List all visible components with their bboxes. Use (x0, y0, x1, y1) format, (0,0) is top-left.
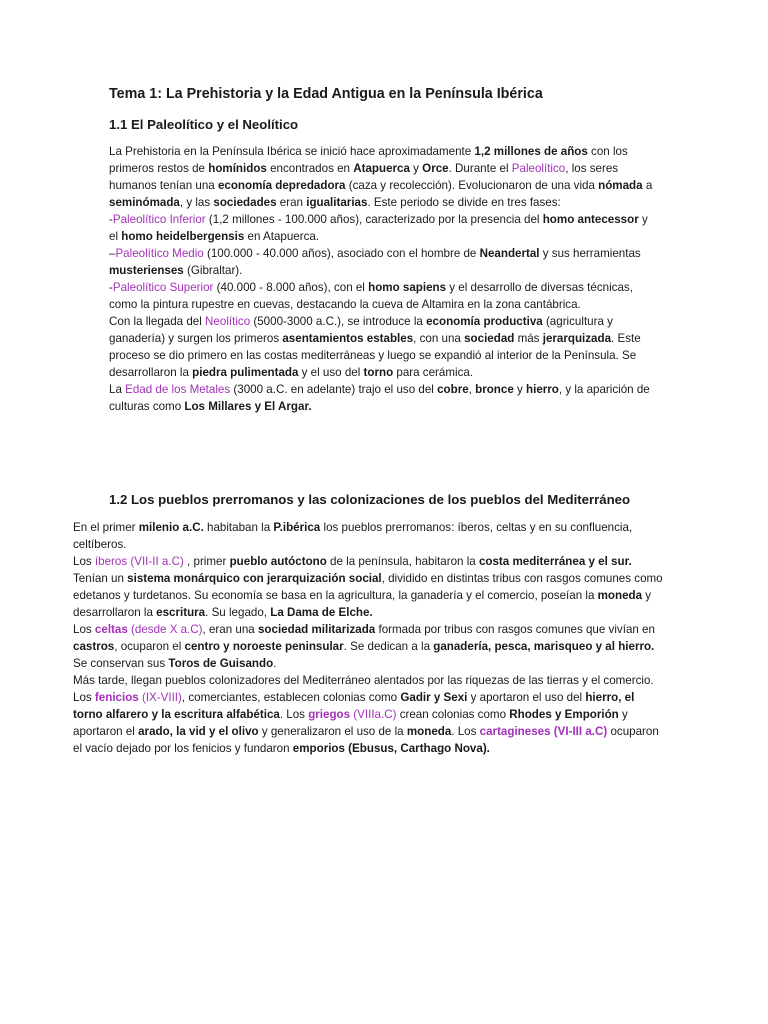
bold-text: asentamientos estables (282, 332, 414, 345)
bold-text: hierro (526, 383, 559, 396)
paragraph (109, 245, 654, 279)
bold-text: economía productiva (426, 315, 543, 328)
bold-text: Rhodes y Emporión (509, 708, 619, 721)
highlight-term: Paleolítico Medio (115, 247, 204, 260)
bold-text: musterienses (109, 264, 184, 277)
paragraph (109, 313, 654, 381)
bold-text: Toros de Guisando (168, 657, 274, 670)
section-heading-paleolitico: 1.1 El Paleolítico y el Neolítico (109, 117, 299, 132)
text-span: . Durante el (448, 162, 512, 175)
bold-text: sociedades (213, 196, 277, 209)
text-span: . Los (279, 708, 309, 721)
section-heading-pueblos: 1.2 Los pueblos prerromanos y las colonizaciones de los pueblos del Mediterráneo (109, 492, 631, 507)
bold-text: milenio a.C. (138, 521, 204, 534)
highlight-date: (IX-VIII) (138, 691, 182, 704)
text-span: con los primeros restos de (109, 145, 628, 175)
bold-text: economía depredadora (217, 179, 346, 192)
text-span: y aportaron el (73, 708, 628, 738)
text-span: (caza y recolección). Evolucionaron de una vida (345, 179, 599, 192)
highlight-term: Edad de los Metales (125, 383, 231, 396)
text-span: crean colonias como (396, 708, 510, 721)
text-span: Los (73, 555, 95, 568)
paragraph (109, 211, 654, 245)
text-span: (40.000 - 8.000 años), con el (213, 281, 369, 294)
text-span: Se conservan sus (73, 657, 169, 670)
text-span: . Se dedican a la (343, 640, 434, 653)
bold-text: Orce (422, 162, 449, 175)
bold-text: bronce (475, 383, 514, 396)
highlight-term: íberos (VII-II a.C) (94, 555, 184, 568)
paragraph (109, 279, 654, 313)
text-span: y (409, 162, 423, 175)
bold-text: sistema monárquico con jerarquización social (127, 572, 382, 585)
bold-text: nómada (598, 179, 643, 192)
text-span: , dividido en distintas tribus con rasgos comunes como edetanos y turdetanos. Su economía se basa en la agricultura, la ganadería y el comercio, poseían la (73, 572, 663, 602)
text-span: La Prehistoria en la Península Ibérica se inició hace aproximadamente (109, 145, 475, 158)
text-span: , con una (413, 332, 465, 345)
text-span: La (109, 383, 126, 396)
text-span: Más tarde, llegan pueblos colonizadores del Mediterráneo alentados por las riquezas de las tierras y el comercio. Los (73, 674, 654, 704)
text-span: y generalizaron el uso de la (258, 725, 407, 738)
paragraph (109, 143, 654, 211)
text-span: Tenían un (73, 572, 128, 585)
bold-text: arado, la vid y el olivo (138, 725, 259, 738)
bold-text: Neandertal (479, 247, 540, 260)
text-span: , y la aparición de culturas como (109, 383, 650, 413)
paragraph (73, 672, 663, 757)
text-span: , los seres humanos tenían una (109, 162, 619, 192)
text-span: de la península, habitaron la (326, 555, 479, 568)
text-span: . Su legado, (205, 606, 271, 619)
text-span: y aportaron el uso del (467, 691, 586, 704)
highlight-term: Neolítico (205, 315, 251, 328)
text-span: habitaban la (203, 521, 274, 534)
text-span: y el desarrollo de diversas técnicas, como la pintura rupestre en cuevas, destacando la cueva de Altamira en la zona cantábrica. (109, 281, 633, 311)
bold-text: jerarquizada (542, 332, 612, 345)
section-body-pueblos (73, 519, 663, 757)
text-span: y desarrollaron la (73, 589, 652, 619)
bold-text: sociedad (464, 332, 515, 345)
text-span: en Atapuerca. (244, 230, 320, 243)
section-body-paleolitico (109, 143, 654, 415)
text-span: encontrados en (266, 162, 354, 175)
highlight-date: (desde X a.C) (127, 623, 203, 636)
bold-text: castros (73, 640, 115, 653)
bold-text: homo heidelbergensis (121, 230, 245, 243)
highlight-term: griegos (308, 708, 351, 721)
page-title: Tema 1: La Prehistoria y la Edad Antigua en la Península Ibérica (109, 86, 543, 102)
bold-text: pueblo autóctono (229, 555, 327, 568)
bold-text: sociedad militarizada (257, 623, 376, 636)
highlight-date: (VIIIa.C) (350, 708, 397, 721)
bold-text: seminómada (109, 196, 180, 209)
text-span: para cerámica. (393, 366, 474, 379)
text-span: , comerciantes, establecen colonias como (181, 691, 401, 704)
bold-text: homínidos (208, 162, 267, 175)
bold-text: cobre (437, 383, 469, 396)
text-span: (1,2 millones - 100.000 años), caracterizado por la presencia del (205, 213, 543, 226)
text-span: más (514, 332, 543, 345)
text-span: (5000-3000 a.C.), se introduce la (250, 315, 427, 328)
text-span: . (273, 657, 277, 670)
text-span: , ocuparon el (114, 640, 185, 653)
text-span: eran (276, 196, 307, 209)
text-span: (100.000 - 40.000 años), asociado con el hombre de (203, 247, 480, 260)
highlight-term: celtas (94, 623, 128, 636)
bold-text: moneda (597, 589, 643, 602)
text-span: . Los (451, 725, 480, 738)
bold-text: Los Millares y El Argar. (184, 400, 312, 413)
text-span: . Este periodo se divide en tres fases: (367, 196, 561, 209)
highlight-term: Paleolítico (511, 162, 566, 175)
text-span: , primer (183, 555, 230, 568)
bold-text: P.ibérica (273, 521, 321, 534)
text-span: . Este proceso se dio primero en las costas mediterráneas y luego se expandió al interior de la Península. Se desarrollaron la (109, 332, 641, 379)
paragraph (73, 621, 663, 672)
text-span: (3000 a.C. en adelante) trajo el uso del (230, 383, 438, 396)
bold-text: La Dama de Elche. (270, 606, 373, 619)
text-span: – (109, 247, 116, 260)
bold-text: ganadería, pesca, marisqueo y al hierro. (433, 640, 655, 653)
bold-text: hierro, el torno alfarero y la escritura alfabética (73, 691, 635, 721)
text-span: - (109, 281, 113, 294)
bold-text: Gadir y Sexi (400, 691, 468, 704)
bold-text: moneda (406, 725, 452, 738)
text-span: , y las (179, 196, 214, 209)
paragraph (73, 519, 663, 553)
text-span: - (109, 213, 113, 226)
bold-text: homo antecessor (542, 213, 639, 226)
text-span: y el (109, 213, 648, 243)
text-span: y el uso del (298, 366, 364, 379)
text-span: y (513, 383, 527, 396)
bold-text: emporios (Ebusus, Carthago Nova). (292, 742, 490, 755)
bold-text: 1,2 millones de años (474, 145, 588, 158)
text-span: (agricultura y ganadería) y surgen los primeros (109, 315, 613, 345)
bold-text: homo sapiens (368, 281, 447, 294)
highlight-term: cartagineses (VI-III a.C) (479, 725, 608, 738)
highlight-term: Paleolítico Superior (112, 281, 214, 294)
text-span: a (642, 179, 653, 192)
bold-text: Atapuerca (353, 162, 410, 175)
bold-text: piedra pulimentada (192, 366, 299, 379)
highlight-term: Paleolítico Inferior (112, 213, 206, 226)
text-span: En el primer (73, 521, 139, 534)
bold-text: costa mediterránea y el sur. (478, 555, 632, 568)
bold-text: igualitarias (306, 196, 368, 209)
paragraph (109, 381, 654, 415)
bold-text: escritura (156, 606, 206, 619)
paragraph (73, 553, 663, 621)
text-span: , eran una (202, 623, 258, 636)
text-span: y sus herramientas (539, 247, 641, 260)
bold-text: torno (363, 366, 394, 379)
text-span: Con la llegada del (109, 315, 206, 328)
text-span: formada por tribus con rasgos comunes que vivían en (375, 623, 655, 636)
highlight-term: fenicios (94, 691, 139, 704)
text-span: ocuparon el vacío dejado por los fenicios y fundaron (73, 725, 659, 755)
text-span: (Gibraltar). (183, 264, 243, 277)
text-span: Los (73, 623, 95, 636)
text-span: , (468, 383, 476, 396)
bold-text: centro y noroeste peninsular (184, 640, 344, 653)
text-span: los pueblos prerromanos: íberos, celtas y en su confluencia, celtíberos. (73, 521, 633, 551)
